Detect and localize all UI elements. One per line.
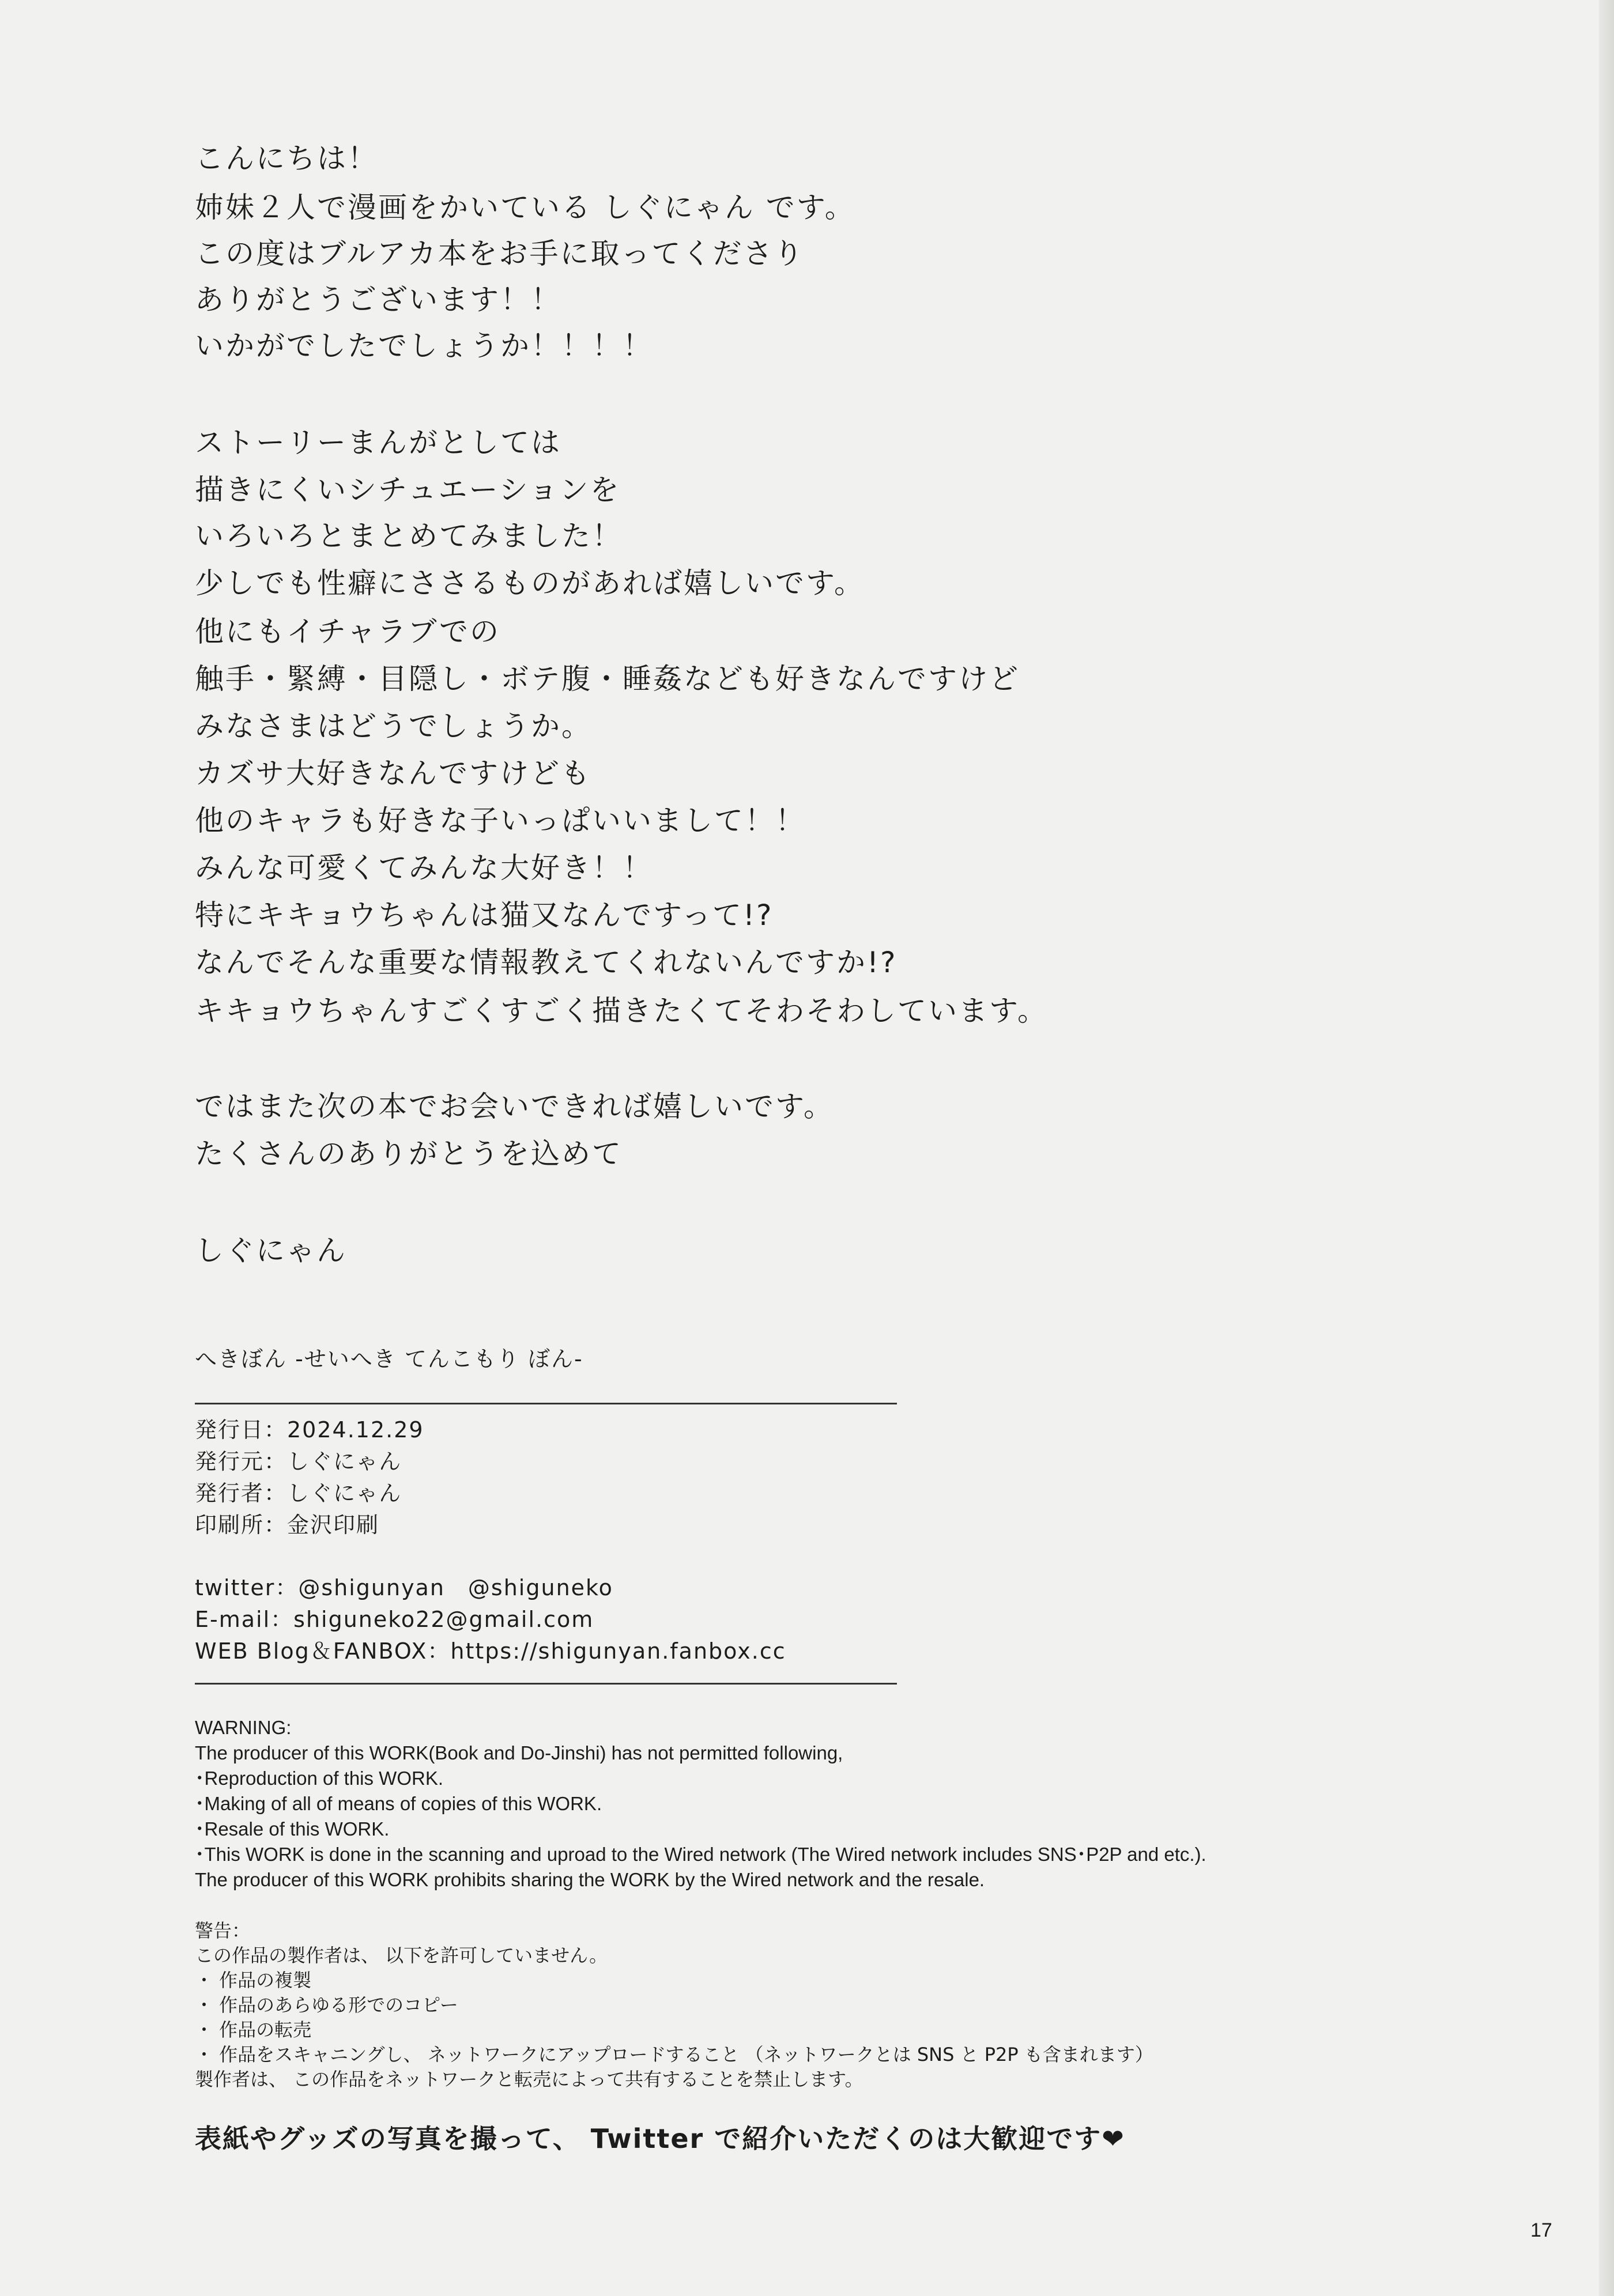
message-line: いかがでしたでしょうか！！！！	[195, 329, 653, 362]
message-line: こんにちは！	[195, 142, 378, 175]
message-line: 描きにくいシチュエーションを	[195, 473, 621, 507]
message-line: キキョウちゃんすごくすごく描きたくてそわそわしています。	[195, 994, 1048, 1028]
issuer: 発行者：しぐにゃん	[195, 1481, 402, 1506]
warning-jp-line: ・ 作品のあらゆる形でのコピー	[195, 1994, 458, 2016]
book-title: へきぼん -せいへき てんこもり ぼん-	[195, 1346, 583, 1372]
warning-jp-line: 製作者は、 この作品をネットワークと転売によって共有することを禁止します。	[195, 2068, 863, 2090]
message-signature: しぐにゃん	[195, 1234, 347, 1267]
message-line: 特にキキョウちゃんは猫又なんですって!?	[195, 898, 774, 932]
warning-line: The producer of this WORK(Book and Do-Jinshi) has not permitted following,	[195, 1742, 843, 1763]
message-line: カズサ大好きなんですけども	[195, 757, 591, 790]
message-line: ストーリーまんがとしては	[195, 426, 561, 459]
message-line: ではまた次の本でお会いできれば嬉しいです。	[195, 1090, 834, 1123]
message-line: 触手・緊縛・目隠し・ボテ腹・睡姦なども好きなんですけど	[195, 662, 1020, 696]
email-address: E-mail：shiguneko22@gmail.com	[195, 1607, 594, 1632]
message-line: 他にもイチャラブでの	[195, 615, 500, 648]
publisher: 発行元：しぐにゃん	[195, 1449, 402, 1474]
page-number: 17	[1530, 2219, 1552, 2241]
warning-jp-line: ・ 作品をスキャニングし、 ネットワークにアップロードすること （ネットワークとは SNS と P2P も含まれます）	[195, 2044, 1153, 2065]
message-line: みんな可愛くてみんな大好き！！	[195, 851, 653, 885]
divider	[195, 1683, 897, 1685]
warning-jp-line: ・ 作品の複製	[195, 1969, 312, 1991]
message-line: 他のキャラも好きな子いっぱいいまして！！	[195, 804, 806, 837]
message-line: 姉妹２人で漫画をかいている しぐにゃん です。	[195, 191, 855, 224]
message-line: みなさまはどうでしょうか。	[195, 709, 592, 743]
heart-icon: ❤	[1102, 2123, 1125, 2154]
warning-line: ･Making of all of means of copies of this WORK.	[195, 1793, 602, 1814]
message-line: この度はブルアカ本をお手に取ってくださり	[195, 237, 805, 270]
publish-date: 発行日：2024.12.29	[195, 1417, 424, 1442]
warning-jp-line: ・ 作品の転売	[195, 2019, 312, 2041]
warning-line: ･Resale of this WORK.	[195, 1818, 390, 1840]
divider	[195, 1403, 897, 1404]
closing-message	[195, 2123, 1125, 2155]
message-line: なんでそんな重要な情報教えてくれないんですか!?	[195, 946, 897, 979]
closing-text: 表紙やグッズの写真を撮って、 Twitter で紹介いただくのは大歓迎です	[195, 2123, 1102, 2154]
message-line: ありがとうございます！！	[195, 283, 561, 316]
twitter-handles: twitter：@shigunyan @shiguneko	[195, 1575, 613, 1600]
warning-line: WARNING:	[195, 1717, 292, 1738]
message-line: いろいろとまとめてみました！	[195, 519, 623, 553]
message-line: 少しでも性癖にささるものがあれば嬉しいです。	[195, 567, 865, 600]
printer: 印刷所：金沢印刷	[195, 1512, 380, 1538]
warning-jp-line: 警告：	[195, 1920, 251, 1942]
web-url: WEB Blog＆FANBOX：https://shigunyan.fanbox.cc	[195, 1638, 786, 1664]
warning-line: ･This WORK is done in the scanning and uproad to the Wired network (The Wired network includes SNS･P2P and etc.).	[195, 1844, 1206, 1865]
message-line: たくさんのありがとうを込めて	[195, 1137, 623, 1170]
warning-line: The producer of this WORK prohibits sharing the WORK by the Wired network and the resale.	[195, 1869, 985, 1890]
warning-jp-line: この作品の製作者は、 以下を許可していません。	[195, 1944, 608, 1966]
page-edge	[1599, 0, 1614, 2296]
warning-line: ･Reproduction of this WORK.	[195, 1768, 443, 1789]
